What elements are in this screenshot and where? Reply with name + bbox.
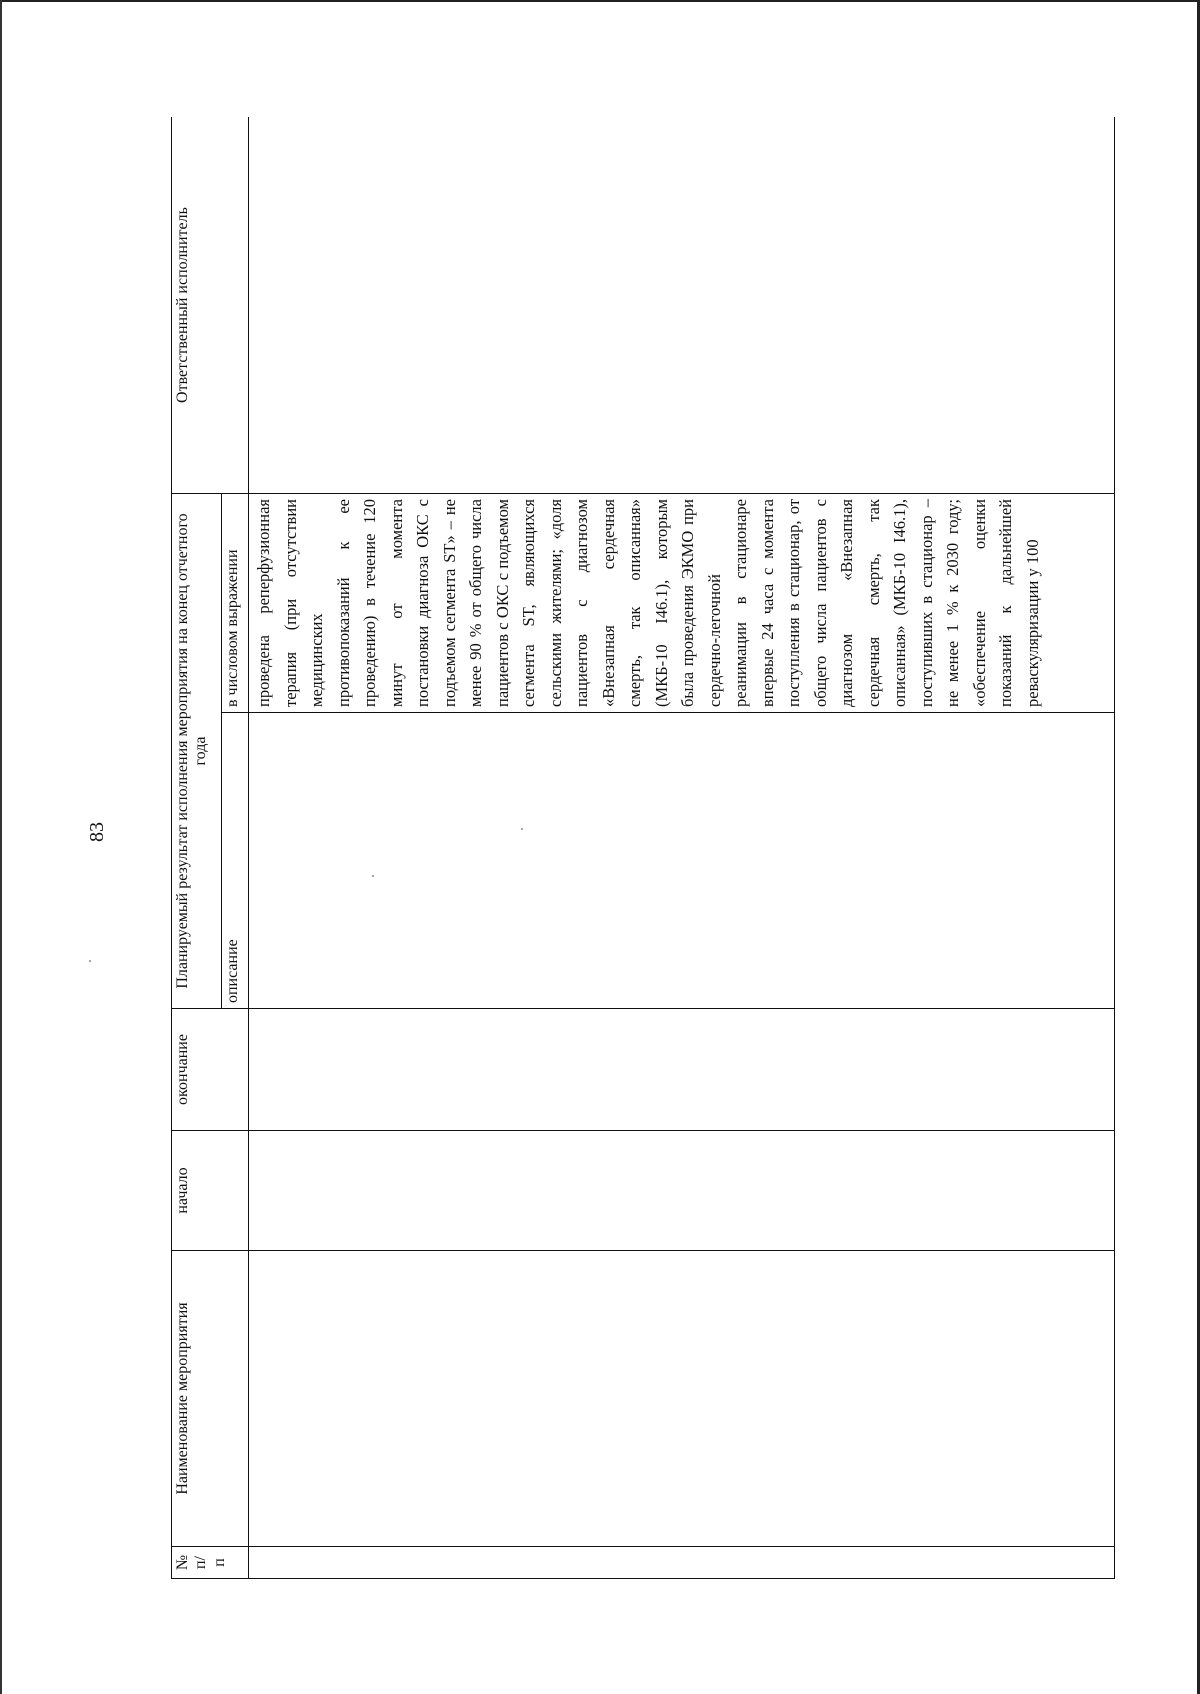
table-viewport	[171, 117, 1115, 1579]
cell-end	[249, 1009, 1115, 1131]
cell-start	[249, 1131, 1115, 1251]
header-start: начало	[172, 1131, 249, 1251]
header-name: Наименование мероприятия	[172, 1251, 249, 1547]
cell-responsible	[249, 117, 1115, 494]
page-number: 83	[86, 822, 108, 842]
header-end: окончание	[172, 1009, 249, 1131]
scan-speck	[372, 875, 374, 877]
cell-description	[249, 713, 1115, 1009]
header-responsible: Ответственный исполнитель	[172, 117, 249, 494]
scan-edge	[0, 0, 1200, 2]
cell-numeric: проведена реперфузионная терапия (при отсутствии медицинских противопоказаний к ее проведению) в течение 120 минут от момента постановки диагноза ОКС с подъемом сегмента ST» – не менее 90 % от общего числа пациентов с ОКС с подъемом сегмента ST, являющихся сельскими жителями; «доля пациентов с диагнозом «Внезапная сердечная смерть, так описанная» (МКБ-10 I46.1), которым была проведения ЭКМО при сердечно-легочной реанимации в стационаре впервые 24 часа с момента поступления в стационар, от общего числа пациентов с диагнозом «Внезапная сердечная смерть, так описанная» (МКБ-10 I46.1), поступивших в стационар – не менее 1 % к 2030 году; «обеспечение оценки показаний к дальнейшей реваскуляризации у 100	[249, 494, 1115, 713]
plan-table	[171, 117, 1115, 1579]
table-row	[249, 117, 1115, 1579]
scan-speck	[521, 828, 523, 830]
scan-edge	[0, 0, 2, 1694]
cell-name	[249, 1251, 1115, 1547]
header-number: № п/п	[172, 1547, 249, 1579]
cell-number	[249, 1547, 1115, 1579]
header-numeric: в числовом выражении	[221, 494, 248, 713]
header-description: описание	[221, 713, 248, 1009]
scan-speck	[89, 960, 91, 962]
rotated-table-wrapper	[171, 117, 1115, 1579]
header-planned-result: Планируемый результат исполнения мероприятия на конец отчетного года	[172, 494, 222, 1009]
